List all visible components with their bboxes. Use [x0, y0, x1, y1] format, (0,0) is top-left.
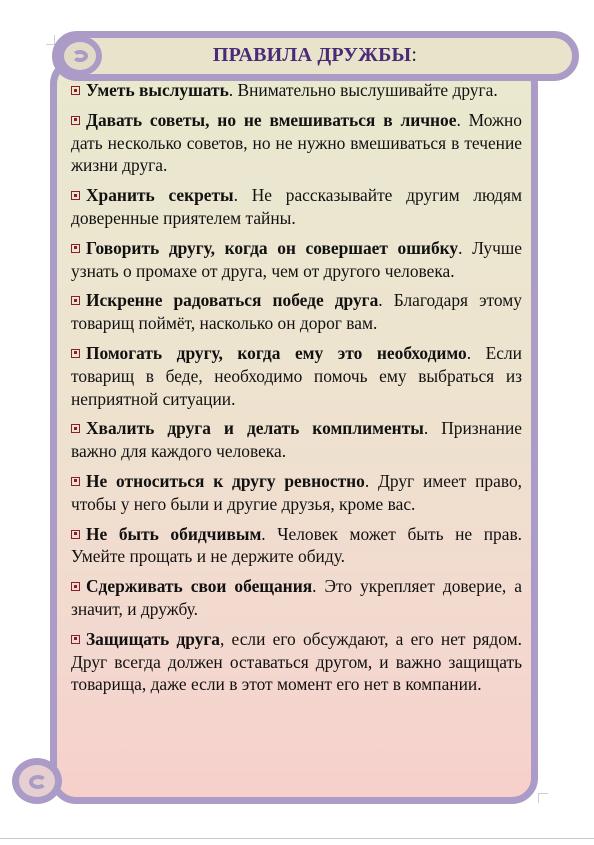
- scroll-curl-bottom-icon: [12, 758, 62, 804]
- square-bullet-icon: [71, 349, 80, 358]
- list-item: [71, 470, 522, 516]
- rule-heading: Уметь выслушать: [86, 80, 229, 100]
- rule-heading: Хвалить друга и делать комплименты: [86, 418, 424, 439]
- rule-heading: Искренне радоваться победе друга: [86, 290, 379, 311]
- square-bullet-icon: [71, 635, 80, 644]
- rule-text: . Можно дать несколько советов, но не нужно вмешиваться в течение жизни друга.: [71, 109, 522, 176]
- rule-heading: Сдерживать свои обещания: [86, 576, 313, 597]
- list-item: [71, 523, 522, 569]
- list-item: [71, 289, 522, 335]
- rule-heading: Говорить другу, когда он совершает ошибку: [86, 237, 459, 258]
- list-item: [71, 342, 522, 410]
- square-bullet-icon: [71, 296, 80, 305]
- rule-text: . Признание важно для каждого человека.: [71, 418, 522, 462]
- list-item: [71, 417, 522, 463]
- list-item: [71, 575, 522, 621]
- rules-list: [71, 79, 522, 703]
- square-bullet-icon: [71, 191, 80, 200]
- list-item: [71, 79, 522, 102]
- rule-heading: Защищать друга: [86, 628, 220, 649]
- rule-text: . Благодаря этому товарищ поймёт, насколько он дорог вам.: [71, 290, 522, 334]
- square-bullet-icon: [71, 582, 80, 591]
- square-bullet-icon: [71, 244, 80, 253]
- list-item: [71, 109, 522, 177]
- rule-text: . Это укрепляет доверие, а значит, и дружбу.: [71, 576, 522, 619]
- rule-text: . Друг имеет право, чтобы у него были и другие друзья, кроме вас.: [71, 470, 522, 514]
- rule-text: , если его обсуждают, а его нет рядом. Друг всегда должен оставаться другом, и важно защищать товарища, даже если в этот момент его нет в компании.: [71, 628, 522, 695]
- rule-heading: Хранить секреты: [86, 185, 234, 206]
- page-edge: [0, 838, 594, 839]
- square-bullet-icon: [71, 530, 80, 539]
- square-bullet-icon: [71, 116, 80, 125]
- crop-mark: [538, 793, 548, 794]
- crop-mark: [538, 793, 539, 803]
- rule-heading: Давать советы, но не вмешиваться в личное: [86, 109, 457, 130]
- square-bullet-icon: [71, 86, 80, 95]
- rule-text: . Человек может быть не прав. Умейте прощать и не держите обиду.: [71, 523, 523, 567]
- rule-heading: Не относиться к другу ревностно: [86, 470, 365, 491]
- square-bullet-icon: [71, 424, 80, 433]
- rule-heading: Помогать другу, когда ему это необходимо: [86, 342, 467, 363]
- page-title: ПРАВИЛА ДРУЖБЫ:: [212, 44, 418, 66]
- list-item: [71, 237, 522, 283]
- rule-text: . Лучше узнать о промахе от друга, чем от другого человека.: [71, 237, 522, 281]
- rule-text: . Внимательно выслушивайте друга.: [228, 80, 498, 100]
- square-bullet-icon: [71, 477, 80, 486]
- rule-heading: Не быть обидчивым: [86, 523, 262, 544]
- rule-text: . Если товарищ в беде, необходимо помочь ему выбраться из неприятной ситуации.: [71, 342, 522, 409]
- list-item: [71, 184, 522, 230]
- list-item: [71, 628, 522, 696]
- rule-text: . Не рассказывайте другим людям доверенные приятелем тайны.: [71, 185, 522, 228]
- scroll-curl-top-icon: [58, 36, 102, 76]
